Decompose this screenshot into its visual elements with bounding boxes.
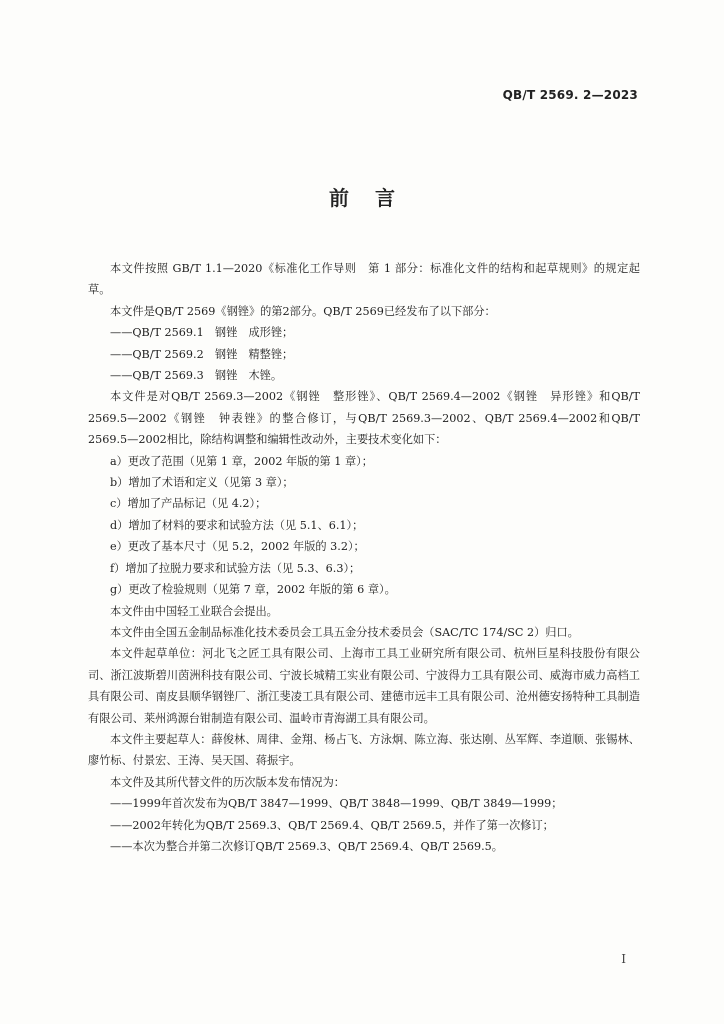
version-history-list [88, 793, 640, 857]
history-item: ——本次为整合并第二次修订QB/T 2569.3、QB/T 2569.4、QB/T 2569.5。 [110, 839, 503, 853]
drafting-units-paragraph: 本文件起草单位：河北飞之匠工具有限公司、上海市工具工业研究所有限公司、杭州巨星科技股份有限公司、浙江波斯碧川茵洲科技有限公司、宁波长城精工实业有限公司、宁波得力工具有限公司、威海市威力高档工具有限公司、南皮县顺华钢锉厂、浙江斐凌工具有限公司、建德市远丰工具有限公司、沧州德安扬特种工具制造有限公司、莱州鸿源台钳制造有限公司、温岭市青海湖工具有限公司。 [88, 647, 640, 725]
document-code: QB/T 2569. 2—2023 [502, 88, 638, 102]
change-item: e）更改了基本尺寸（见 5.2，2002 年版的 3.2）； [110, 540, 365, 554]
change-item: d）增加了材料的要求和试验方法（见 5.1、6.1）； [110, 518, 364, 532]
part-list-item: ——QB/T 2569.3 钢锉 木锉。 [110, 369, 283, 383]
change-item: a）更改了范围（见第 1 章，2002 年版的第 1 章）； [110, 454, 373, 468]
history-intro-paragraph: 本文件及其所代替文件的历次版本发布情况为： [110, 775, 345, 789]
part-list-item: ——QB/T 2569.1 钢锉 成形锉； [110, 326, 294, 340]
change-item: b）增加了术语和定义（见第 3 章）； [110, 476, 294, 490]
technical-changes-list [88, 451, 640, 601]
page-number: I [621, 952, 626, 966]
history-item: ——1999年首次发布为QB/T 3847—1999、QB/T 3848—1999、QB/T 3849—1999； [110, 797, 563, 811]
proposer-paragraph: 本文件由中国轻工业联合会提出。 [110, 604, 278, 618]
change-item: f）增加了拉脱力要求和试验方法（见 5.3、6.3）； [110, 561, 361, 575]
history-item: ——2002年转化为QB/T 2569.3、QB/T 2569.4、QB/T 2569.5，并作了第一次修订； [110, 818, 554, 832]
foreword-body [88, 258, 640, 857]
revision-paragraph: 本文件是对QB/T 2569.3—2002《钢锉 整形锉》、QB/T 2569.4—2002《钢锉 异形锉》和QB/T 2569.5—2002《钢锉 钟表锉》的整合修订，与QB/T 2569.3—2002、QB/T 2569.4—2002和QB/T 2569.5—2002相比，除结构调整和编辑性改动外，主要技术变化如下： [88, 390, 640, 447]
committee-paragraph: 本文件由全国五金制品标准化技术委员会工具五金分技术委员会（SAC/TC 174/SC 2）归口。 [110, 625, 579, 639]
change-item: g）更改了检验规则（见第 7 章，2002 年版的第 6 章）。 [110, 583, 396, 597]
drafters-paragraph: 本文件主要起草人：薛俊林、周律、金翔、杨占飞、方泳炯、陈立海、张达刚、丛军辉、李道顺、张锡林、廖竹标、付景宏、王涛、吴天国、蒋振宇。 [88, 732, 640, 768]
page-title: 前言 [329, 186, 421, 210]
part-intro-paragraph: 本文件是QB/T 2569《钢锉》的第2部分。QB/T 2569已经发布了以下部分： [110, 304, 496, 318]
part-list-item: ——QB/T 2569.2 钢锉 精整锉； [110, 347, 294, 361]
change-item: c）增加了产品标记（见 4.2）； [110, 497, 267, 511]
drafting-rule-paragraph: 本文件按照 GB/T 1.1—2020《标准化工作导则 第 1 部分：标准化文件的结构和起草规则》的规定起草。 [88, 262, 640, 297]
